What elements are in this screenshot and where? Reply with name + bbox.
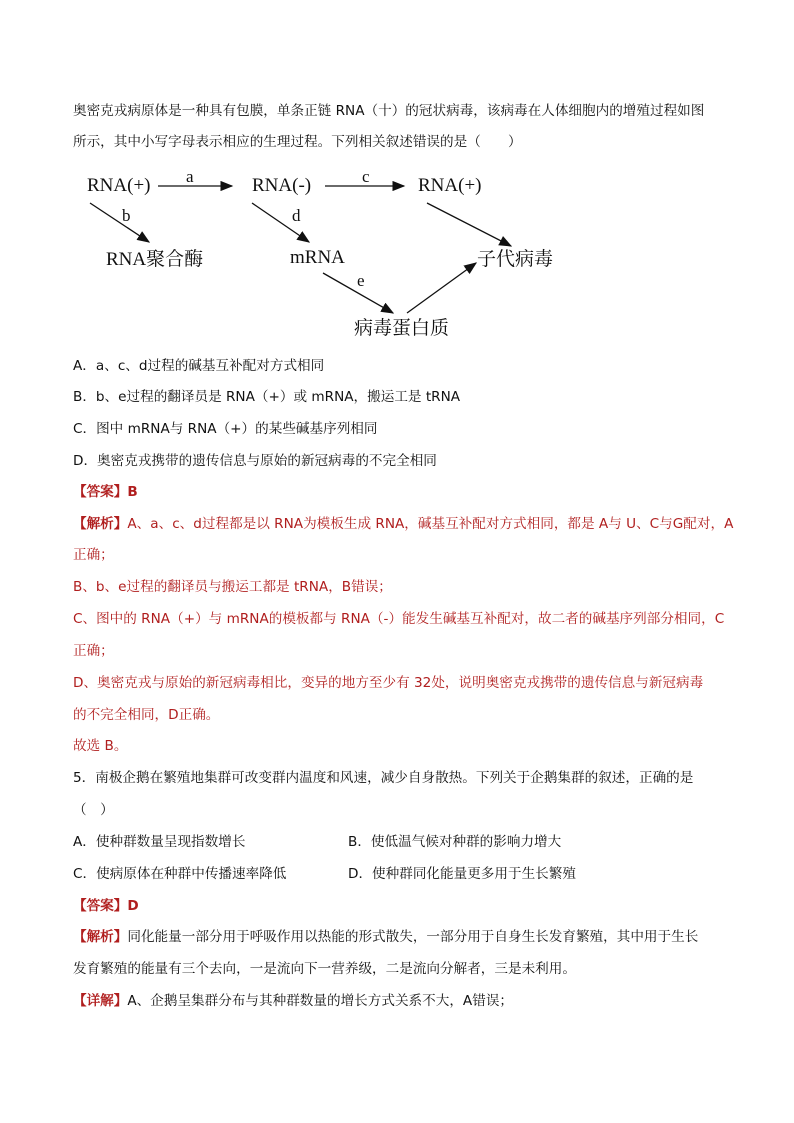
q4-analysis-line7: 的不完全相同，D正确。: [73, 707, 220, 723]
analysis-text: A、a、c、d过程都是以 RNA为模板生成 RNA，碱基互补配对方式相同，都是 A与 U、C与G配对，A: [127, 516, 734, 532]
node-progeny-virus: 子代病毒: [477, 249, 554, 270]
q4-analysis-line4: C、图中的 RNA（+）与 mRNA的模板都与 RNA（-）能发生碱基互补配对，故二者的碱基序列部分相同，C: [73, 611, 725, 627]
node-virus-protein: 病毒蛋白质: [354, 318, 450, 339]
q4-analysis-line5: 正确；: [73, 643, 114, 659]
answer-value: B: [127, 484, 138, 500]
answer-value: D: [127, 898, 139, 914]
q4-option-d: D．奥密克戎携带的遗传信息与原始的新冠病毒的不完全相同: [73, 453, 437, 469]
arrow-protein-to-progeny: [407, 263, 476, 313]
detail-label: 【详解】: [73, 993, 128, 1009]
analysis-text: 同化能量一部分用于呼吸作用以热能的形式散失，一部分用于自身生长发育繁殖，其中用于生长: [127, 929, 699, 945]
label-d: d: [292, 206, 301, 225]
q4-option-a: A．a、c、d过程的碱基互补配对方式相同: [73, 358, 325, 374]
analysis-label: 【解析】: [73, 929, 128, 945]
q4-analysis-line3: B、b、e过程的翻译员与搬运工都是 tRNA，B错误；: [73, 579, 392, 595]
q5-stem-line1: 5．南极企鹅在繁殖地集群可改变群内温度和风速，减少自身散热。下列关于企鹅集群的叙述，正确的是: [73, 770, 694, 786]
q4-option-b: B．b、e过程的翻译员是 RNA（+）或 mRNA，搬运工是 tRNA: [73, 389, 461, 405]
answer-label: 【答案】: [73, 898, 128, 914]
q5-stem-line2: （ ）: [73, 802, 114, 818]
q5-option-c: C．使病原体在种群中传播速率降低: [73, 866, 287, 882]
q5-answer: [73, 896, 139, 916]
arrow-b: [90, 203, 149, 242]
q5-detail-line1: [73, 991, 513, 1011]
answer-label: 【答案】: [73, 484, 128, 500]
q4-analysis-line6: D、奥密克戎与原始的新冠病毒相比，变异的地方至少有 32处，说明奥密克戎携带的遗传信息与新冠病毒: [73, 675, 704, 691]
q5-analysis-line2: 发育繁殖的能量有三个去向，一是流向下一营养级，二是流向分解者，三是未利用。: [73, 961, 576, 977]
q4-stem-line1: 奥密克戎病原体是一种具有包膜，单条正链 RNA（十）的冠状病毒，该病毒在人体细胞内的增殖过程如图: [73, 103, 705, 119]
label-c: c: [362, 167, 370, 186]
q4-option-c: C．图中 mRNA与 RNA（+）的某些碱基序列相同: [73, 421, 378, 437]
analysis-label: 【解析】: [73, 516, 128, 532]
label-a: a: [186, 167, 194, 186]
q4-answer: [73, 482, 138, 502]
arrow-to-progeny: [427, 203, 511, 246]
q4-analysis-line2: 正确；: [73, 547, 114, 563]
q5-option-a: A．使种群数量呈现指数增长: [73, 834, 246, 850]
node-rna-polymerase: RNA聚合酶: [106, 249, 204, 270]
label-e: e: [357, 271, 365, 290]
q5-option-b: B．使低温气候对种群的影响力增大: [348, 834, 562, 850]
q4-conclusion: 故选 B。: [73, 738, 128, 754]
label-b: b: [122, 206, 131, 225]
node-rna-minus: RNA(-): [252, 175, 312, 196]
q5-analysis-line1: [73, 927, 698, 947]
q4-analysis-line1: [73, 514, 733, 534]
detail-text: A、企鹅呈集群分布与其种群数量的增长方式关系不大，A错误；: [127, 993, 514, 1009]
q4-stem-line2: 所示，其中小写字母表示相应的生理过程。下列相关叙述错误的是（ ）: [73, 134, 522, 150]
q5-option-d: D．使种群同化能量更多用于生长繁殖: [348, 866, 576, 882]
node-mrna: mRNA: [290, 247, 345, 268]
node-rna-plus-2: RNA(+): [418, 175, 482, 196]
node-rna-plus-1: RNA(+): [87, 175, 151, 196]
